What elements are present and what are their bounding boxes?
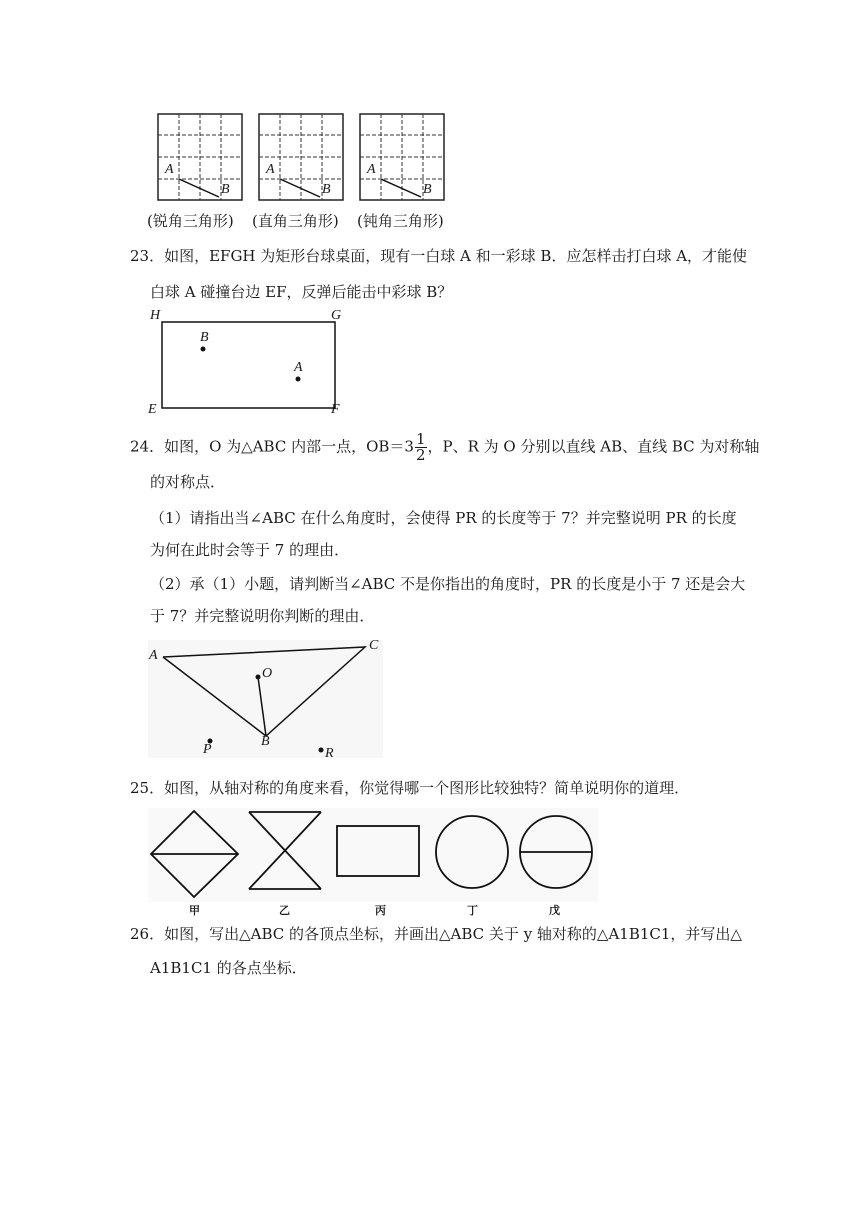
grid3-label-a: A <box>367 162 376 177</box>
ball-a-dot <box>296 377 301 382</box>
q24-number: 24． <box>130 437 165 456</box>
q24-frac-den: 2 <box>415 446 426 464</box>
q24-sub1-text1: （1）请指出当∠ABC 在什么角度时，会使得 PR 的长度等于 7？并完整说明 PR 的长度 <box>150 509 737 527</box>
tri-label-b: B <box>261 734 270 749</box>
tri-label-a: A <box>149 648 158 663</box>
table-label-e: E <box>148 402 157 417</box>
q24-sub1-line2 <box>150 540 349 560</box>
ball-b-dot <box>201 347 206 352</box>
tri-label-r: R <box>325 746 334 761</box>
grid1-label-a: A <box>165 162 174 177</box>
tri-label-o: O <box>262 666 273 681</box>
grid-obtuse <box>359 113 445 201</box>
grid-right <box>258 113 344 201</box>
table-label-f: F <box>331 402 340 417</box>
q24-sub1-text2: 为何在此时会等于 7 的理由． <box>150 541 350 559</box>
grid-caption-acute: (锐角三角形) <box>147 212 234 230</box>
q25-text1: 如图，从轴对称的角度来看，你觉得哪一个图形比较独特？简单说明你的道理． <box>164 779 690 797</box>
five-shapes-figure <box>148 808 608 908</box>
q24-sub2-line1 <box>150 574 745 594</box>
q25-line1 <box>130 778 689 798</box>
q24-fraction <box>415 432 427 463</box>
shape-label-bing: 丙 <box>375 904 386 917</box>
table-label-h: H <box>150 308 161 323</box>
table-label-a: A <box>294 360 303 375</box>
grid2-label-a: A <box>266 162 275 177</box>
q23-line2 <box>150 282 452 302</box>
q23-number: 23． <box>130 247 165 265</box>
grid2-label-b: B <box>322 182 331 197</box>
q26-line1 <box>130 924 742 944</box>
shape-label-wu: 戊 <box>549 904 560 917</box>
grid-caption-right: (直角三角形) <box>252 212 339 230</box>
triangle-abc-figure <box>148 640 388 770</box>
q25-number: 25． <box>130 779 165 797</box>
tri-label-c: C <box>369 638 379 653</box>
grid-acute <box>157 113 243 201</box>
q24-text1-post: ，P、R 为 O 分别以直线 AB、直线 BC 为对称轴 <box>427 437 760 456</box>
q24-sub2-text1: （2）承（1）小题，请判断当∠ABC 不是你指出的角度时，PR 的长度是小于 7 还是会大 <box>150 575 746 593</box>
q23-text1: 如图，EFGH 为矩形台球桌面，现有一白球 A 和一彩球 B．应怎样击打白球 A，才能使 <box>164 247 748 265</box>
q26-line2 <box>150 958 307 978</box>
q24-sub2-line2 <box>150 606 374 626</box>
q24-text2: 的对称点． <box>150 473 226 491</box>
grid3-label-b: B <box>423 182 432 197</box>
q24-frac-num: 1 <box>415 430 426 448</box>
q24-text1-pre: 如图，O 为△ABC 内部一点，OB＝3 <box>164 437 414 456</box>
point-o-dot <box>256 675 261 680</box>
q24-sub1-line1 <box>150 508 737 528</box>
q24-sub2-text2: 于 7？并完整说明你判断的理由． <box>150 607 375 625</box>
table-label-g: G <box>331 308 342 323</box>
billiard-table-figure <box>160 320 340 420</box>
shape-label-ding: 丁 <box>467 904 478 917</box>
point-r-dot <box>319 748 324 753</box>
q26-number: 26． <box>130 925 165 943</box>
tri-label-p: P <box>203 742 212 757</box>
q24-line1 <box>130 432 759 463</box>
shape-label-yi: 乙 <box>279 904 290 917</box>
grid-caption-obtuse: (钝角三角形) <box>357 212 444 230</box>
q26-text2: A1B1C1 的各点坐标． <box>150 959 307 977</box>
q23-text2: 白球 A 碰撞台边 EF，反弹后能击中彩球 B？ <box>150 283 453 301</box>
q23-line1 <box>130 246 747 266</box>
shape-label-jia: 甲 <box>189 904 200 917</box>
table-label-b: B <box>200 330 209 345</box>
q24-line2 <box>150 472 225 492</box>
q26-text1: 如图，写出△ABC 的各顶点坐标，并画出△ABC 关于 y 轴对称的△A1B1C1，并写出△ <box>164 925 742 943</box>
grid1-label-b: B <box>221 182 230 197</box>
